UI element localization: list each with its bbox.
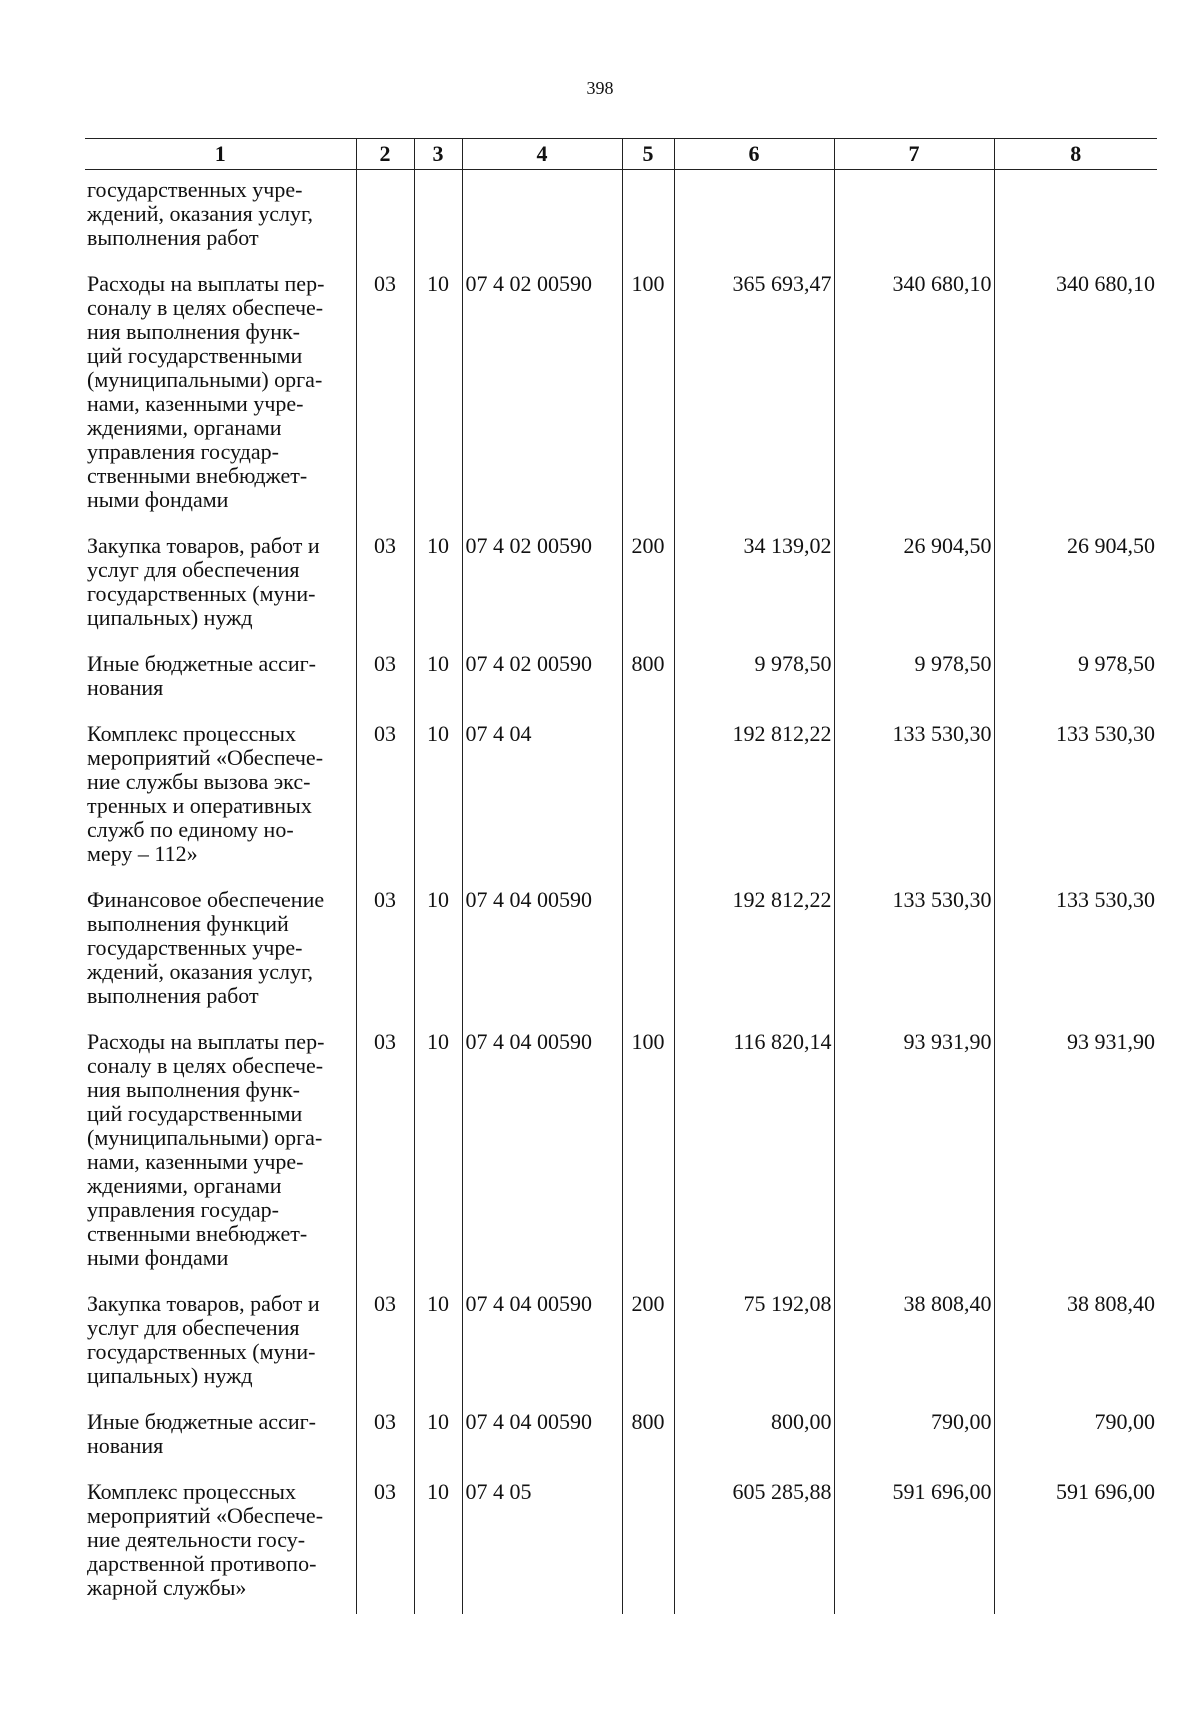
row-name-line: Финансовое обеспечение bbox=[87, 887, 325, 912]
row-name-cell bbox=[85, 1022, 356, 1284]
amount-col-6-cell: 605 285,88 bbox=[674, 1472, 834, 1614]
section-code-cell: 03 bbox=[356, 1284, 414, 1402]
row-name-cell bbox=[85, 1284, 356, 1402]
row-name-line: Закупка товаров, работ и bbox=[87, 1291, 320, 1316]
section-code-cell: 03 bbox=[356, 526, 414, 644]
row-name-line: государственных учре- bbox=[87, 935, 303, 960]
table-row bbox=[85, 880, 1157, 1022]
row-name-line: мероприятий «Обеспече- bbox=[87, 1503, 324, 1528]
header-row bbox=[85, 139, 1157, 170]
row-name-line: соналу в целях обеспече- bbox=[87, 1053, 324, 1078]
table-row bbox=[85, 1472, 1157, 1614]
row-name-line: управления государ- bbox=[87, 1197, 279, 1222]
target-article-cell bbox=[462, 170, 622, 265]
row-name-line: государственных (муни- bbox=[87, 581, 316, 606]
row-name-line: управления государ- bbox=[87, 439, 279, 464]
header-col-5: 5 bbox=[622, 139, 674, 170]
row-name-line: ципальных) нужд bbox=[87, 605, 253, 630]
subsection-code-cell: 10 bbox=[414, 1472, 462, 1614]
row-name-line: государственных (муни- bbox=[87, 1339, 316, 1364]
row-name-line: ждениями, органами bbox=[87, 1173, 282, 1198]
row-name-line: ния выполнения функ- bbox=[87, 319, 300, 344]
amount-col-6-cell: 800,00 bbox=[674, 1402, 834, 1472]
amount-col-6-cell: 365 693,47 bbox=[674, 264, 834, 526]
header-col-4: 4 bbox=[462, 139, 622, 170]
row-name-line: ными фондами bbox=[87, 487, 229, 512]
amount-col-6-cell: 192 812,22 bbox=[674, 714, 834, 880]
row-name-line: ственными внебюджет- bbox=[87, 1221, 308, 1246]
amount-col-6-cell bbox=[674, 170, 834, 265]
subsection-code-cell: 10 bbox=[414, 264, 462, 526]
amount-col-7-cell bbox=[834, 170, 994, 265]
section-code-cell: 03 bbox=[356, 1022, 414, 1284]
header-col-6: 6 bbox=[674, 139, 834, 170]
target-article-cell: 07 4 04 bbox=[462, 714, 622, 880]
target-article-cell: 07 4 04 00590 bbox=[462, 1022, 622, 1284]
amount-col-7-cell: 591 696,00 bbox=[834, 1472, 994, 1614]
subsection-code-cell: 10 bbox=[414, 1402, 462, 1472]
row-name-line: Расходы на выплаты пер- bbox=[87, 271, 325, 296]
target-article-cell: 07 4 04 00590 bbox=[462, 1284, 622, 1402]
row-name-line: тренных и оперативных bbox=[87, 793, 312, 818]
section-code-cell: 03 bbox=[356, 714, 414, 880]
section-code-cell: 03 bbox=[356, 644, 414, 714]
table-row bbox=[85, 1284, 1157, 1402]
amount-col-8-cell: 133 530,30 bbox=[994, 880, 1157, 1022]
amount-col-6-cell: 192 812,22 bbox=[674, 880, 834, 1022]
row-name-cell bbox=[85, 1472, 356, 1614]
header-col-2: 2 bbox=[356, 139, 414, 170]
expense-type-cell bbox=[622, 880, 674, 1022]
section-code-cell: 03 bbox=[356, 880, 414, 1022]
header-col-8: 8 bbox=[994, 139, 1157, 170]
amount-col-8-cell: 340 680,10 bbox=[994, 264, 1157, 526]
amount-col-8-cell: 591 696,00 bbox=[994, 1472, 1157, 1614]
row-name-cell bbox=[85, 526, 356, 644]
row-name-line: нами, казенными учре- bbox=[87, 391, 304, 416]
row-name-line: Комплекс процессных bbox=[87, 721, 296, 746]
target-article-cell: 07 4 05 bbox=[462, 1472, 622, 1614]
expense-type-cell bbox=[622, 170, 674, 265]
row-name-line: выполнения работ bbox=[87, 983, 259, 1008]
row-name-line: ния выполнения функ- bbox=[87, 1077, 300, 1102]
expense-type-cell: 200 bbox=[622, 526, 674, 644]
row-name-line: ждений, оказания услуг, bbox=[87, 959, 314, 984]
row-name-line: ждений, оказания услуг, bbox=[87, 201, 314, 226]
amount-col-7-cell: 340 680,10 bbox=[834, 264, 994, 526]
subsection-code-cell: 10 bbox=[414, 644, 462, 714]
row-name-line: ние службы вызова экс- bbox=[87, 769, 311, 794]
table-row bbox=[85, 644, 1157, 714]
amount-col-7-cell: 790,00 bbox=[834, 1402, 994, 1472]
amount-col-7-cell: 26 904,50 bbox=[834, 526, 994, 644]
target-article-cell: 07 4 02 00590 bbox=[462, 526, 622, 644]
section-code-cell bbox=[356, 170, 414, 265]
expense-type-cell: 200 bbox=[622, 1284, 674, 1402]
row-name-line: (муниципальными) орга- bbox=[87, 367, 323, 392]
row-name-cell bbox=[85, 714, 356, 880]
row-name-line: ципальных) нужд bbox=[87, 1363, 253, 1388]
expense-type-cell: 800 bbox=[622, 644, 674, 714]
amount-col-6-cell: 75 192,08 bbox=[674, 1284, 834, 1402]
table-row bbox=[85, 264, 1157, 526]
amount-col-8-cell: 133 530,30 bbox=[994, 714, 1157, 880]
section-code-cell: 03 bbox=[356, 1402, 414, 1472]
amount-col-8-cell: 26 904,50 bbox=[994, 526, 1157, 644]
header-col-3: 3 bbox=[414, 139, 462, 170]
subsection-code-cell: 10 bbox=[414, 714, 462, 880]
row-name-line: нами, казенными учре- bbox=[87, 1149, 304, 1174]
row-name-line: Иные бюджетные ассиг- bbox=[87, 651, 316, 676]
target-article-cell: 07 4 02 00590 bbox=[462, 264, 622, 526]
row-name-line: Расходы на выплаты пер- bbox=[87, 1029, 325, 1054]
target-article-cell: 07 4 04 00590 bbox=[462, 880, 622, 1022]
section-code-cell: 03 bbox=[356, 1472, 414, 1614]
budget-table bbox=[85, 138, 1157, 1614]
row-name-line: дарственной противопо- bbox=[87, 1551, 317, 1576]
subsection-code-cell bbox=[414, 170, 462, 265]
expense-type-cell bbox=[622, 714, 674, 880]
table-row bbox=[85, 1402, 1157, 1472]
row-name-line: служб по единому но- bbox=[87, 817, 294, 842]
amount-col-8-cell: 93 931,90 bbox=[994, 1022, 1157, 1284]
amount-col-8-cell: 9 978,50 bbox=[994, 644, 1157, 714]
amount-col-6-cell: 34 139,02 bbox=[674, 526, 834, 644]
amount-col-6-cell: 116 820,14 bbox=[674, 1022, 834, 1284]
row-name-line: жарной службы» bbox=[87, 1575, 247, 1600]
row-name-line: Иные бюджетные ассиг- bbox=[87, 1409, 316, 1434]
subsection-code-cell: 10 bbox=[414, 880, 462, 1022]
amount-col-7-cell: 9 978,50 bbox=[834, 644, 994, 714]
amount-col-8-cell: 790,00 bbox=[994, 1402, 1157, 1472]
row-name-line: ными фондами bbox=[87, 1245, 229, 1270]
amount-col-7-cell: 93 931,90 bbox=[834, 1022, 994, 1284]
row-name-line: государственных учре- bbox=[87, 177, 303, 202]
row-name-line: ций государственными bbox=[87, 343, 303, 368]
amount-col-7-cell: 133 530,30 bbox=[834, 880, 994, 1022]
row-name-cell bbox=[85, 170, 356, 265]
row-name-line: (муниципальными) орга- bbox=[87, 1125, 323, 1150]
amount-col-8-cell: 38 808,40 bbox=[994, 1284, 1157, 1402]
table-body bbox=[85, 170, 1157, 1615]
amount-col-7-cell: 133 530,30 bbox=[834, 714, 994, 880]
row-name-cell bbox=[85, 644, 356, 714]
subsection-code-cell: 10 bbox=[414, 1284, 462, 1402]
row-name-line: нования bbox=[87, 1433, 164, 1458]
row-name-cell bbox=[85, 1402, 356, 1472]
table-row bbox=[85, 170, 1157, 265]
expense-type-cell: 100 bbox=[622, 1022, 674, 1284]
row-name-line: ние деятельности госу- bbox=[87, 1527, 306, 1552]
expense-type-cell bbox=[622, 1472, 674, 1614]
row-name-cell bbox=[85, 264, 356, 526]
amount-col-7-cell: 38 808,40 bbox=[834, 1284, 994, 1402]
row-name-line: ций государственными bbox=[87, 1101, 303, 1126]
row-name-line: меру – 112» bbox=[87, 841, 198, 866]
subsection-code-cell: 10 bbox=[414, 1022, 462, 1284]
amount-col-8-cell bbox=[994, 170, 1157, 265]
expense-type-cell: 100 bbox=[622, 264, 674, 526]
amount-col-6-cell: 9 978,50 bbox=[674, 644, 834, 714]
header-col-7: 7 bbox=[834, 139, 994, 170]
row-name-line: мероприятий «Обеспече- bbox=[87, 745, 324, 770]
row-name-line: услуг для обеспечения bbox=[87, 557, 300, 582]
row-name-line: соналу в целях обеспече- bbox=[87, 295, 324, 320]
subsection-code-cell: 10 bbox=[414, 526, 462, 644]
row-name-cell bbox=[85, 880, 356, 1022]
expense-type-cell: 800 bbox=[622, 1402, 674, 1472]
row-name-line: выполнения работ bbox=[87, 225, 259, 250]
row-name-line: нования bbox=[87, 675, 164, 700]
row-name-line: ственными внебюджет- bbox=[87, 463, 308, 488]
table-row bbox=[85, 1022, 1157, 1284]
table-row bbox=[85, 526, 1157, 644]
table-row bbox=[85, 714, 1157, 880]
target-article-cell: 07 4 04 00590 bbox=[462, 1402, 622, 1472]
page-number: 398 bbox=[586, 78, 614, 98]
section-code-cell: 03 bbox=[356, 264, 414, 526]
row-name-line: Комплекс процессных bbox=[87, 1479, 296, 1504]
target-article-cell: 07 4 02 00590 bbox=[462, 644, 622, 714]
row-name-line: ждениями, органами bbox=[87, 415, 282, 440]
row-name-line: Закупка товаров, работ и bbox=[87, 533, 320, 558]
header-col-1: 1 bbox=[85, 139, 356, 170]
row-name-line: выполнения функций bbox=[87, 911, 289, 936]
row-name-line: услуг для обеспечения bbox=[87, 1315, 300, 1340]
